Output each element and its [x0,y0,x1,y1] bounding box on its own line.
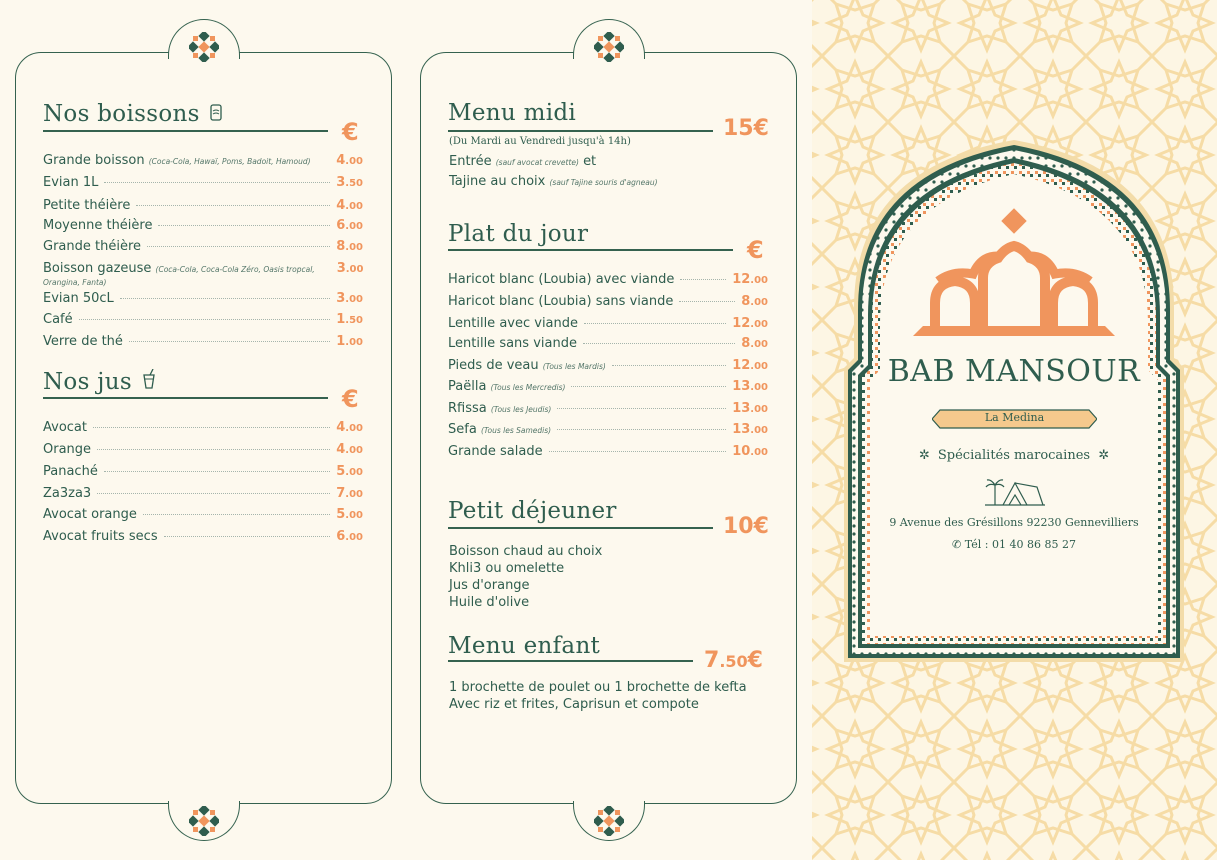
menu-item [43,507,363,522]
item-price: 5.00 [336,464,363,479]
item-name: Petite théière [43,197,131,213]
euro-symbol: € [342,385,359,413]
item-price: 13.00 [732,422,768,437]
item-price: 5.00 [336,507,363,522]
menu-item [448,294,768,309]
dotted-leader [583,343,735,344]
item-note: (Coca-Cola, Hawaï, Poms, Badoit, Hamoud) [148,157,311,166]
item-price: 1.00 [336,333,363,349]
item-name: Avocat fruits secs [43,528,158,544]
item-price: 3.00 [336,290,363,306]
gear-ornament-icon: ✲ [1098,448,1110,463]
item-name: Boisson gazeuse (Coca-Cola, Coca-Cola Zéro, Oasis tropcal, [43,260,315,276]
petit-dejeuner-line: Khli3 ou omelette [449,561,565,576]
item-note: (Tous les Mercredis) [490,383,566,392]
menu-item [448,444,768,459]
phone-icon: ✆ [952,538,962,551]
dotted-leader [97,449,330,450]
euro-symbol: € [342,118,359,146]
section-title-jus: Nos jus [43,369,156,395]
menu-item [43,291,363,306]
menu-midi-line1: Entrée (sauf avocat crevette) et [449,154,597,169]
menu-item [448,401,768,416]
address: 9 Avenue des Grésillons 92230 Gennevilliers [889,516,1139,529]
dotted-leader [120,298,330,299]
dotted-leader [164,536,331,537]
item-name: Moyenne théière [43,217,153,233]
item-price: 13.00 [732,400,768,416]
dotted-leader [557,408,726,409]
menu-item [448,379,768,394]
tent-palm-icon [985,477,1045,507]
menu-enfant-line: 1 brochette de poulet ou 1 brochette de kefta [449,680,747,695]
dotted-leader [79,319,331,320]
dotted-leader [97,493,330,494]
item-note: (Coca-Cola, Coca-Cola Zéro, Oasis tropcal, [155,264,315,274]
panel-bottom-tab [168,801,240,841]
item-name: Verre de thé [43,333,123,349]
dotted-leader [129,341,330,342]
dotted-leader [147,246,330,247]
menu-item [43,153,363,168]
section-title-menu-midi: Menu midi [448,100,577,126]
menu-midi-line2: Tajine au choix (sauf Tajine souris d'agneau) [449,174,658,189]
dotted-leader [104,471,330,472]
item-name: Sefa (Tous les Samedis) [448,422,552,437]
item-name: Haricot blanc (Loubia) avec viande [448,272,675,287]
item-price: 13.00 [732,379,768,394]
menu-enfant-line: Avec riz et frites, Caprisun et compote [449,697,699,712]
menu-item [448,358,768,373]
menu-item [43,442,363,457]
dotted-leader [549,451,727,452]
ribbon-label: La Medina [984,411,1045,424]
item-price: 4.00 [336,420,363,435]
ornament-icon [594,32,624,62]
item-note: (Tous les Mardis) [542,361,606,371]
item-name: Avocat orange [43,507,137,522]
item-price: 3.50 [336,175,363,190]
item-name: Grande boisson (Coca-Cola, Hawaï, Poms, Badoit, Hamoud) [43,153,311,168]
panel-top-tab [168,19,240,59]
dotted-leader [571,386,726,387]
item-price: 12.00 [732,272,768,287]
menu-item [43,334,363,349]
section-underline [448,130,713,132]
item-name: Evian 1L [43,175,99,190]
phone-line: ✆ Tél : 01 40 86 85 27 [952,538,1076,551]
gear-ornament-icon: ✲ [918,448,930,463]
menu-item [448,336,768,351]
drinks-panel [15,52,392,804]
petit-dejeuner-price: 10€ [723,514,769,539]
section-underline [448,660,693,662]
item-name: Café [43,312,73,327]
specialty-line: ✲ Spécialités marocaines ✲ [918,448,1110,463]
dotted-leader [612,365,726,366]
dotted-leader [143,514,330,515]
item-price: 8.00 [741,294,768,309]
menu-item [448,272,768,287]
juice-cup-icon [142,369,156,389]
item-price: 7.00 [336,485,363,501]
dotted-leader [104,182,330,183]
ornament-icon [594,806,624,836]
meals-panel [420,52,797,804]
section-underline [448,249,733,251]
menu-item [43,529,363,544]
dotted-leader [93,427,330,428]
menu-item [43,464,363,479]
menu-item [448,316,768,331]
panel-bottom-tab [573,801,645,841]
item-price: 6.00 [336,217,363,233]
section-underline [43,130,328,132]
petit-dejeuner-line: Jus d'orange [449,578,530,593]
item-name: Evian 50cL [43,290,114,306]
brand-name: BAB MANSOUR [887,354,1141,389]
petit-dejeuner-line: Boisson chaud au choix [449,544,603,559]
item-price: 4.00 [336,197,363,213]
menu-item [43,218,363,233]
item-name: Grande théière [43,239,142,254]
panel-top-tab [573,19,645,59]
item-price: 6.00 [336,528,363,544]
menu-midi-subtitle: (Du Mardi au Vendredi jusqu'à 14h) [449,136,631,147]
item-price: 12.00 [732,357,768,373]
item-price: 4.00 [336,442,363,457]
item-name: Grande salade [448,443,543,459]
menu-item [43,312,363,327]
ribbon-banner [932,408,1097,430]
section-underline [43,397,328,399]
dotted-leader [557,429,726,430]
item-price: 1.50 [336,312,363,327]
drink-glass-icon [209,103,223,121]
item-name: Haricot blanc (Loubia) sans viande [448,294,674,309]
item-name: Pieds de veau (Tous les Mardis) [448,357,606,373]
menu-item [43,239,363,254]
item-name: Lentille sans viande [448,336,577,351]
ornament-icon [189,806,219,836]
item-price: 8.00 [336,239,363,254]
dotted-leader [158,225,330,226]
dotted-leader [136,205,330,206]
item-name: Lentille avec viande [448,316,579,331]
item-note: Orangina, Fanta) [43,277,107,287]
item-name: Avocat [43,420,87,435]
item-price: 3.00 [336,260,364,276]
bab-mansour-logo-icon [913,208,1115,340]
menu-midi-price: 15€ [723,116,769,141]
section-title-boissons: Nos boissons [43,101,223,127]
dotted-leader [584,323,726,324]
item-note: (Tous les Jeudis) [490,404,552,414]
item-note-continuation [43,274,106,289]
item-name: Rfissa (Tous les Jeudis) [448,400,552,416]
item-name: Panaché [43,464,98,479]
item-name: Orange [43,442,92,457]
menu-item [448,422,768,437]
euro-symbol: € [747,236,764,264]
item-note: (Tous les Samedis) [480,426,552,435]
item-price: 10.00 [732,443,768,459]
item-price: 4.00 [336,153,363,168]
menu-item [43,486,363,501]
item-name: Paëlla (Tous les Mercredis) [448,379,566,394]
item-name: Za3za3 [43,485,92,501]
menu-item [43,198,363,213]
section-title-menu-enfant: Menu enfant [448,633,601,659]
section-title-plat-du-jour: Plat du jour [448,221,589,247]
menu-item [43,175,363,190]
dotted-leader [679,301,735,302]
menu-enfant-price: 7.50€ [704,648,763,673]
item-price: 12.00 [732,316,768,331]
section-title-petit-dejeuner: Petit déjeuner [448,498,617,524]
ornament-icon [189,32,219,62]
menu-item [43,420,363,435]
section-underline [448,527,713,529]
dotted-leader [680,279,726,280]
petit-dejeuner-line: Huile d'olive [449,595,530,610]
item-price: 8.00 [741,336,768,351]
